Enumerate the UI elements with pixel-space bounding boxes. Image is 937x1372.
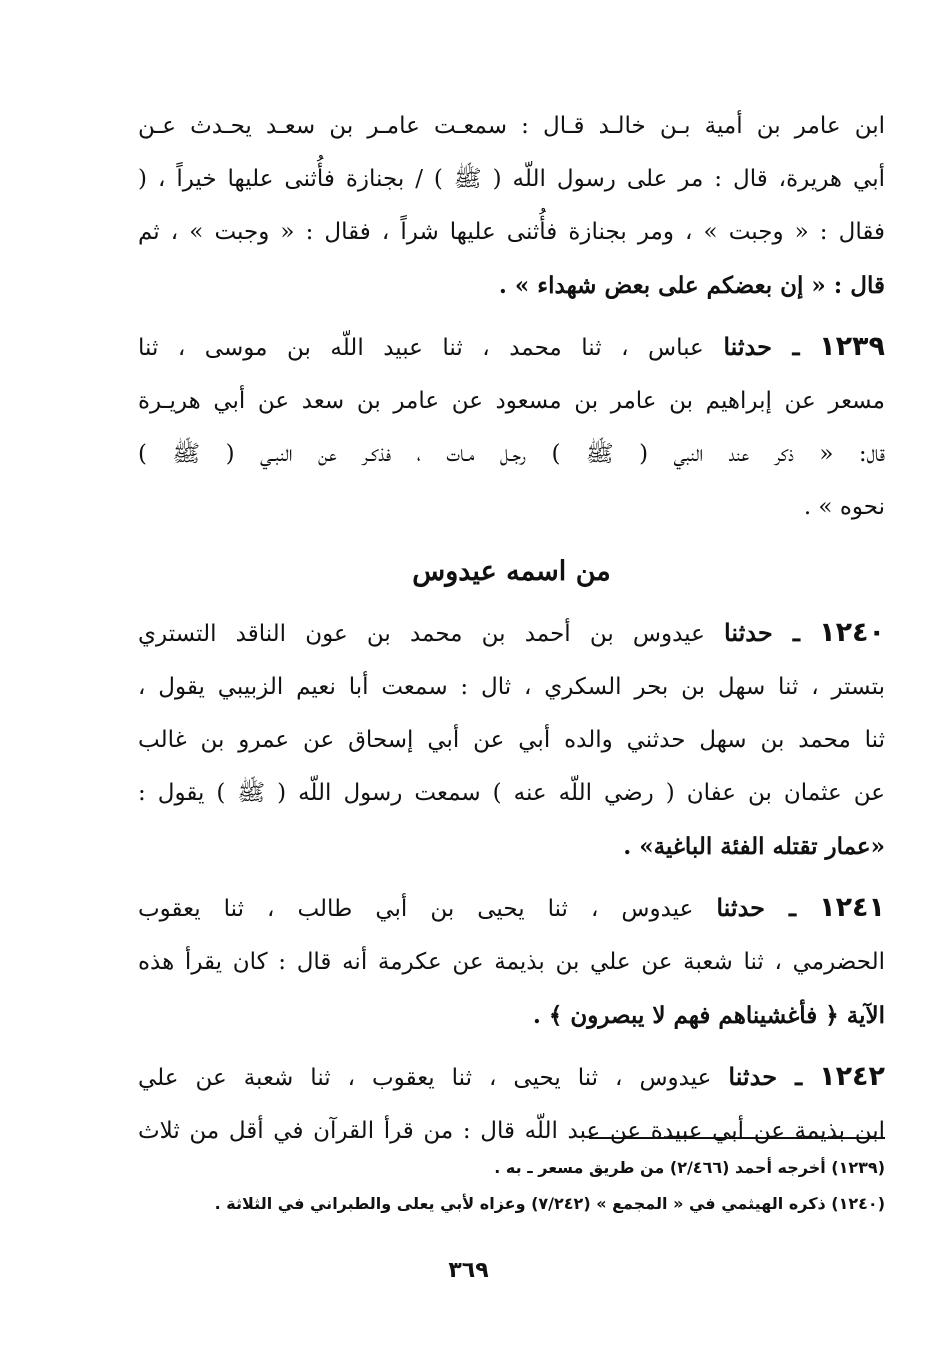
text-line: نحوه » . [803, 494, 885, 520]
text-line [138, 1050, 885, 1105]
text-line: فقال : « وجبت » ، ومر بجنازة فأُثنى عليها شراً ، فقال : « وجبت » ، ثم [138, 219, 885, 245]
text-line: الآية ﴿ فأغشيناهم فهم لا يبصرون ﴾ . [532, 1002, 885, 1029]
haddathana-keyword: ـ حدثنا [728, 1062, 803, 1091]
hadith-number: ١٢٣٩ [819, 331, 885, 362]
haddathana-keyword: ـ حدثنا [716, 893, 797, 922]
text-line: ابن عامر بن أمية بـن خالـد قـال : سمعـت عامـر بن سعـد يحـدث عـن [138, 113, 885, 139]
hadith-1242 [138, 1050, 885, 1158]
hadith-number: ١٢٤٢ [819, 1061, 885, 1092]
text-line: مسعر عن إبراهيم بن عامر بن مسعود عن عامر بن سعد عن أبي هريـرة [138, 388, 885, 414]
paragraph-1 [138, 100, 885, 312]
text-line [138, 881, 885, 936]
page-number: ٣٦٩ [448, 1258, 489, 1283]
hadith-1239 [138, 320, 885, 534]
text-line [138, 606, 885, 661]
footnotes [138, 1150, 885, 1222]
haddathana-keyword: ـ حدثنا [723, 332, 800, 361]
text-line: ثنا محمد بن سهل حدثني والده أبي عن أبي إسحاق عن عمرو بن غالب [138, 727, 885, 753]
text-line [138, 320, 885, 375]
text-line: الحضرمي ، ثنا شعبة عن علي بن بذيمة عن عكرمة أنه قال : كان يقرأ هذه [138, 949, 885, 975]
text-line: ابن بذيمة عن أبي عبيدة عن عبد اللّه قال : من قرأ القرآن في أقل من ثلاث [138, 1118, 885, 1144]
text-fragment: عيدوس ، ثنا يحيى ، ثنا يعقوب ، ثنا شعبة عن علي [138, 1065, 712, 1091]
text-line: قال : « إن بعضكم على بعض شهداء » . [498, 272, 885, 299]
text-line: قال: « ذكر عند النبي ( ﷺ ) رجـل مـات ، فذكـر عن النبـي ( ﷺ ) [138, 441, 885, 467]
text-line: بتستر ، ثنا سهل بن بحر السكري ، ثال : سمعت أبا نعيم الزبيبي يقول ، [138, 674, 885, 700]
hadith-number: ١٢٤٠ [819, 617, 885, 648]
haddathana-keyword: ـ حدثنا [724, 618, 800, 647]
text-line: «عمار تقتله الفئة الباغية» . [623, 833, 885, 860]
section-heading: من اسمه عيدوس [412, 556, 611, 587]
text-fragment: عباس ، ثنا محمد ، ثنا عبيد اللّه بن موسى ، ثنا [138, 335, 704, 361]
text-fragment: عيدوس ، ثنا يحيى بن أبي طالب ، ثنا يعقوب [138, 896, 694, 922]
text-fragment: عيدوس بن أحمد بن محمد بن عون الناقد التستري [138, 621, 705, 647]
hadith-1241 [138, 881, 885, 1042]
hadith-number: ١٢٤١ [819, 892, 885, 923]
text-line: أبي هريرة، قال : مر على رسول اللّه ( ﷺ ) / بجنازة فأُثنى عليها خيراً ، ( [138, 166, 885, 192]
text-line: عن عثمان بن عفان ( رضي اللّه عنه ) سمعت رسول اللّه ( ﷺ ) يقول : [138, 780, 885, 806]
hadith-1240 [138, 606, 885, 873]
footnote-divider [589, 1137, 885, 1139]
footnote: (١٢٤٠) ذكره الهيثمي في « المجمع » (٧/٢٤٢) وعزاه لأبي يعلى والطبراني في الثلاثة . [214, 1194, 885, 1213]
footnote: (١٢٣٩) أخرجه أحمد (٢/٤٦٦) من طريق مسعر ـ به . [494, 1158, 885, 1177]
